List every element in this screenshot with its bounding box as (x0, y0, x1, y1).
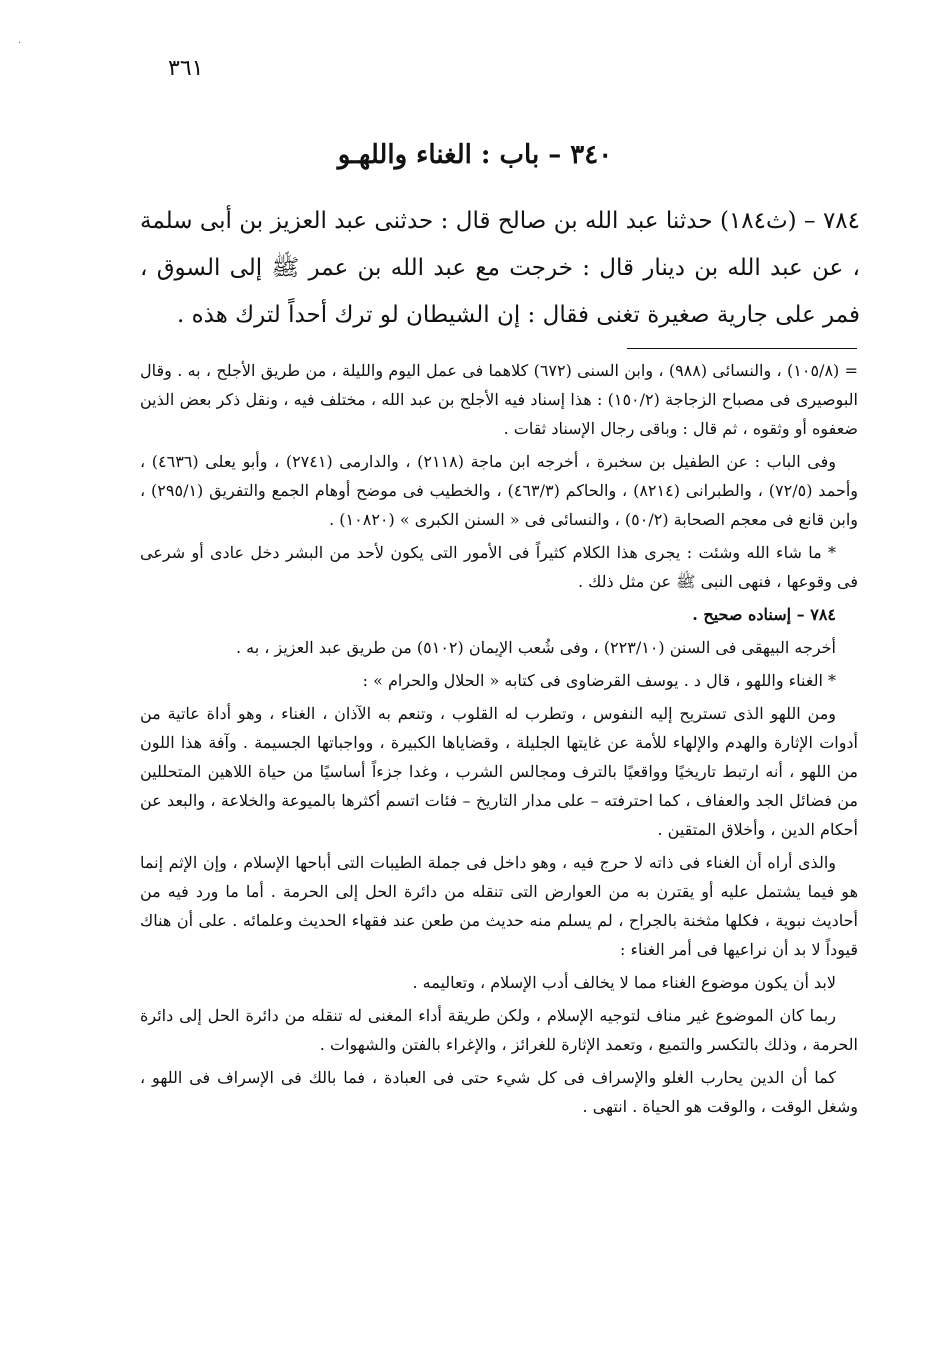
scan-speck: · (18, 38, 22, 49)
chapter-title: ٣٤٠ – باب : الغناء واللهـو (337, 140, 613, 170)
footnote-qaradawi-para-2: والذى أراه أن الغناء فى ذاته لا حرج فيه ، وهو داخل فى جملة الطيبات التى أباحها الإسلام ، وإن الإثم إنما هو فيما يشتمل عليه أو يقترن به من العوارض التى تنقله من دائرة الحل إلى الحرمة . أما ما ورد فيه من أحاديث نبوية ، فكلها مثخنة بالجراح ، لم يسلم منه حديث من طعن عند فقهاء الحديث وعلمائه . على أن هناك قيوداً لا بد أن نراعيها فى أمر الغناء : (140, 853, 859, 959)
footnote-continuation: = (١٠٥/٨) ، والنسائى (٩٨٨) ، وابن السنى (٦٧٢) كلاهما فى عمل اليوم والليلة ، من طريق الأجلح ، به . وقال البوصيرى فى مصباح الزجاجة (١٥٠/٢) : هذا إسناد فيه الأجلح بن عبد الله ، مختلف فيه ، ونقل ذكر بعض الذين ضعفوه أو وثقوه ، ثم قال : وباقى رجال الإسناد ثقات . (140, 361, 859, 438)
footnote-qaradawi-intro: * الغناء واللهو ، قال د . يوسف القرضاوى فى كتابه « الحلال والحرام » : (362, 671, 836, 690)
footnote-related-narrations: وفى الباب : عن الطفيل بن سخبرة ، أخرجه ابن ماجة (٢١١٨) ، والدارمى (٢٧٤١) ، وأبو يعلى (٤٦٣٦) ، وأحمد (٧٢/٥) ، والطبرانى (٨٢١٤) ، والحاكم (٤٦٣/٣) ، والخطيب فى موضح أوهام الجمع والتفريق (٢٩٥/١) ، وابن قانع فى معجم الصحابة (٥٠/٢) ، والنسائى فى « السنن الكبرى » (١٠٨٢٠) . (140, 452, 859, 529)
footnote-isnad-heading: ٧٨٤ – إسناده صحيح . (692, 605, 836, 624)
footnotes-section (140, 356, 858, 1125)
footnote-condition-2: ربما كان الموضوع غير مناف لتوجيه الإسلام ، ولكن طريقة أداء المغنى له تنقله من دائرة الحل إلى دائرة الحرمة ، وذلك بالتكسر والتميع ، وتعمد الإثارة للغرائز ، والإغراء بالفتن والشهوات . (140, 1006, 858, 1054)
footnote-separator (627, 348, 857, 349)
footnote-masha-allah: * ما شاء الله وشئت : يجرى هذا الكلام كثيراً فى الأمور التى يكون لأحد من البشر دخل عادى أو شرعى فى وقوعها ، فنهى النبى ﷺ عن مثل ذلك . (140, 543, 858, 591)
footnote-qaradawi-para-1: ومن اللهو الذى تستريح إليه النفوس ، وتطرب له القلوب ، وتنعم به الآذان ، الغناء ، وهو أداة عاتية من أدوات الإثارة والهدم والإلهاء للأمة عن غايتها الجليلة ، وقضاياها الكبيرة ، وواجباتها الجسيمة . وآفة هذا اللون من اللهو ، أنه ارتبط تاريخيًا وواقعيًا بالترف ومجالس الشرب ، وغدا جزءاً أساسيًا من حياة اللاهين المتحللين من فضائل الجد والعفاف ، كما احترفته – على مدار التاريخ – فئات اتسم أكثرها بالميوعة والخلاعة ، والبعد عن أحكام الدين ، وأخلاق المتقين . (140, 704, 858, 839)
page-number: ٣٦١ (168, 56, 204, 81)
hadith-text-block (140, 198, 860, 339)
footnote-condition-3: كما أن الدين يحارب الغلو والإسراف فى كل شيء حتى فى العبادة ، فما بالك فى الإسراف فى اللهو ، وشغل الوقت ، والوقت هو الحياة . انتهى . (140, 1068, 858, 1116)
hadith-text: ٧٨٤ – (ث١٨٤) حدثنا عبد الله بن صالح قال : حدثنى عبد العزيز بن أبى سلمة ، عن عبد الله بن دينار قال : خرجت مع عبد الله بن عمر ﷺ إلى السوق ، فمر على جارية صغيرة تغنى فقال : إن الشيطان لو ترك أحداً لترك هذه . (140, 208, 860, 328)
footnote-takhrij: أخرجه البيهقى فى السنن (٢٢٣/١٠) ، وفى شُعب الإيمان (٥١٠٢) من طريق عبد العزيز ، به . (235, 638, 836, 657)
footnote-condition-1: لابد أن يكون موضوع الغناء مما لا يخالف أدب الإسلام ، وتعاليمه . (412, 973, 836, 992)
